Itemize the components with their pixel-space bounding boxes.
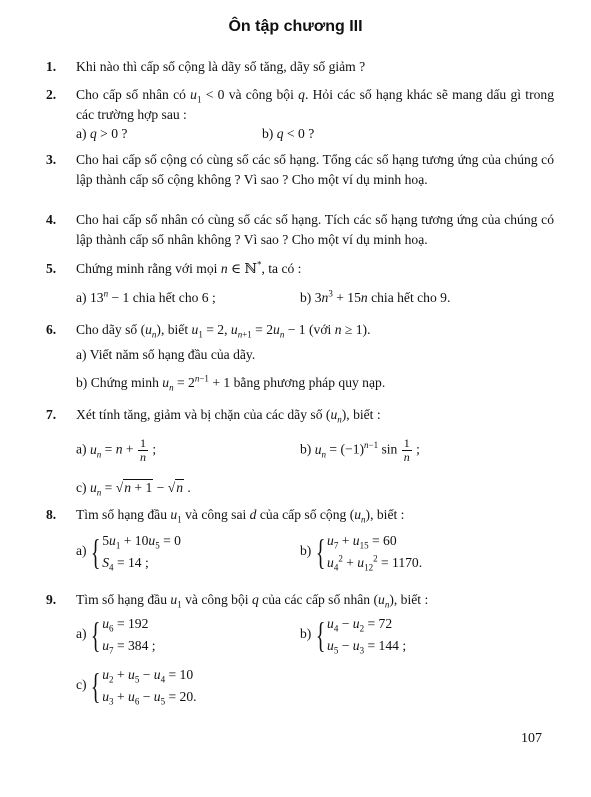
exercise-number: 2. xyxy=(46,87,57,102)
exercise-text: Cho hai cấp số cộng có cùng số các số hạng. Tổng các số hạng tương ứng của chúng có lập thành cấp số cộng không ? Vì sao ? Cho một ví dụ minh hoạ. xyxy=(76,152,554,187)
page-number: 107 xyxy=(521,731,542,746)
exercise-9-part-a: a) { $u_6 = 192$ $u_7 = 384$ ; xyxy=(76,615,156,656)
exercise-9-part-b: b) { $u_4 - u_2 = 72$ $u_5 - u_3 = 144$ ; xyxy=(300,615,407,656)
exercise-text: Cho hai cấp số nhân có cùng số các số hạng. Tích các số hạng tương ứng của chúng có lập thành cấp số nhân không ? Vì sao ? Cho một ví dụ minh hoạ. xyxy=(76,212,554,247)
exercise-5-part-a: a) $13^n - 1$ chia hết cho 6 ; xyxy=(76,288,216,305)
exercise-text: Chứng minh rằng với mọi n ∈ ℕ*, ta có : xyxy=(76,259,302,276)
exercise-7-part-c: c) $u_n = √n + 1 - √n$ . xyxy=(76,480,191,498)
exercise-number: 8. xyxy=(46,507,57,522)
exercise-8-part-b: b) { $u_7 + u_{15} = 60$ $u_4^2 + u_{12}^2 = 1170$. xyxy=(300,532,423,573)
exercise-5-part-b: b) $3n^3 + 15n$ chia hết cho 9. xyxy=(300,288,451,305)
exercise-6-part-a: a) Viết năm số hạng đầu của dãy. xyxy=(76,347,256,362)
exercise-2-part-a: a) q > 0 ? xyxy=(76,126,128,141)
exercise-7-part-a: a) $u_n = n$ + $\frac{1}{n}$ ; xyxy=(76,436,157,464)
exercise-number: 9. xyxy=(46,592,57,607)
page-title: Ôn tập chương III xyxy=(228,18,363,35)
exercise-9-part-c: c) { $u_2 + u_5 - u_4 = 10$ $u_3 + u_6 - u_5 = 20$. xyxy=(76,666,197,707)
exercise-text: Cho cấp số nhân có $u_1 < 0$ và công bội q. Hỏi các số hạng khác sẽ mang dấu gì trong các trường hợp sau : xyxy=(76,87,554,122)
exercise-7-part-b: b) $u_n = (-1)^{n-1}$ sin $\frac{1}{n}$ ; xyxy=(300,436,420,464)
exercise-number: 1. xyxy=(46,59,57,74)
exercise-text: Khi nào thì cấp số cộng là dãy số tăng, dãy số giảm ? xyxy=(76,59,366,74)
exercise-2-part-b: b) q < 0 ? xyxy=(262,126,315,141)
exercise-text: Tìm số hạng đầu $u_1$ và công sai d của cấp số cộng $(u_n)$, biết : xyxy=(76,507,405,525)
exercise-number: 6. xyxy=(46,322,57,337)
exercise-text: Cho dãy số $(u_n)$, biết $u_1 = 2$, $u_{n+1} = 2u_n - 1$ (với n ≥ 1). xyxy=(76,322,371,340)
exercise-number: 5. xyxy=(46,261,57,276)
exercise-number: 4. xyxy=(46,212,57,227)
exercise-number: 3. xyxy=(46,152,57,167)
exercise-6-part-b: b) Chứng minh $u_n = 2^{n-1} + 1$ bằng phương pháp quy nạp. xyxy=(76,373,386,393)
exercise-number: 7. xyxy=(46,407,57,422)
exercise-text: Xét tính tăng, giảm và bị chặn của các dãy số $(u_n)$, biết : xyxy=(76,407,381,425)
exercise-text: Tìm số hạng đầu $u_1$ và công bội q của các cấp số nhân $(u_n)$, biết : xyxy=(76,592,429,610)
exercise-8-part-a: a) { $5u_1 + 10u_5 = 0$ $S_4 = 14$ ; xyxy=(76,532,181,573)
